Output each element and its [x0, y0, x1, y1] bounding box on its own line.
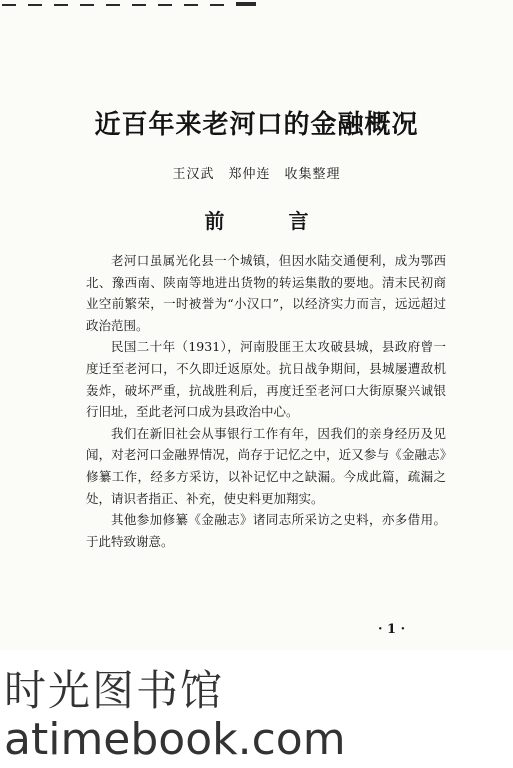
section-heading: 前 言 [204, 209, 331, 233]
paragraph: 民国二十年（1931），河南股匪王太攻破县城，县政府曾一度迁至老河口，不久即迁返原处。抗日战争期间，县城屡遭敌机轰炸，破坏严重，抗战胜利后，再度迁至老河口大街原聚兴诚银行旧址，至此老河口成为县政治中心。 [86, 339, 446, 420]
watermark [0, 650, 513, 768]
paragraph: 老河口虽属光化县一个城镇，但因水陆交通便利，成为鄂西北、豫西南、陕南等地进出货物的转运集散的要地。清末民初商业空前繁荣，一时被誉为“小汉口”，以经济实力而言，远远超过政治范围。 [86, 253, 446, 333]
top-edge-dashes [0, 0, 260, 10]
page-title: 近百年来老河口的金融概况 [94, 110, 419, 140]
paragraph: 我们在新旧社会从事银行工作有年，因我们的亲身经历及见闻，对老河口金融界情况，尚存于记忆之中，近又参与《金融志》修纂工作，经多方采访，以补记忆中之缺漏。今成此篇，疏漏之处，请识者指正、补充，使史料更加翔实。 [86, 425, 446, 506]
paragraph: 其他参加修纂《金融志》诸同志所采访之史料，亦多借用。于此特致谢意。 [86, 512, 446, 549]
watermark-url: atimebook.com [4, 714, 346, 765]
watermark-name: 时光图书馆 [4, 666, 225, 715]
preface-body [86, 250, 446, 552]
authors-line: 王汉武 郑仲连 收集整理 [172, 167, 341, 182]
page-number: · 1 · [378, 622, 406, 637]
